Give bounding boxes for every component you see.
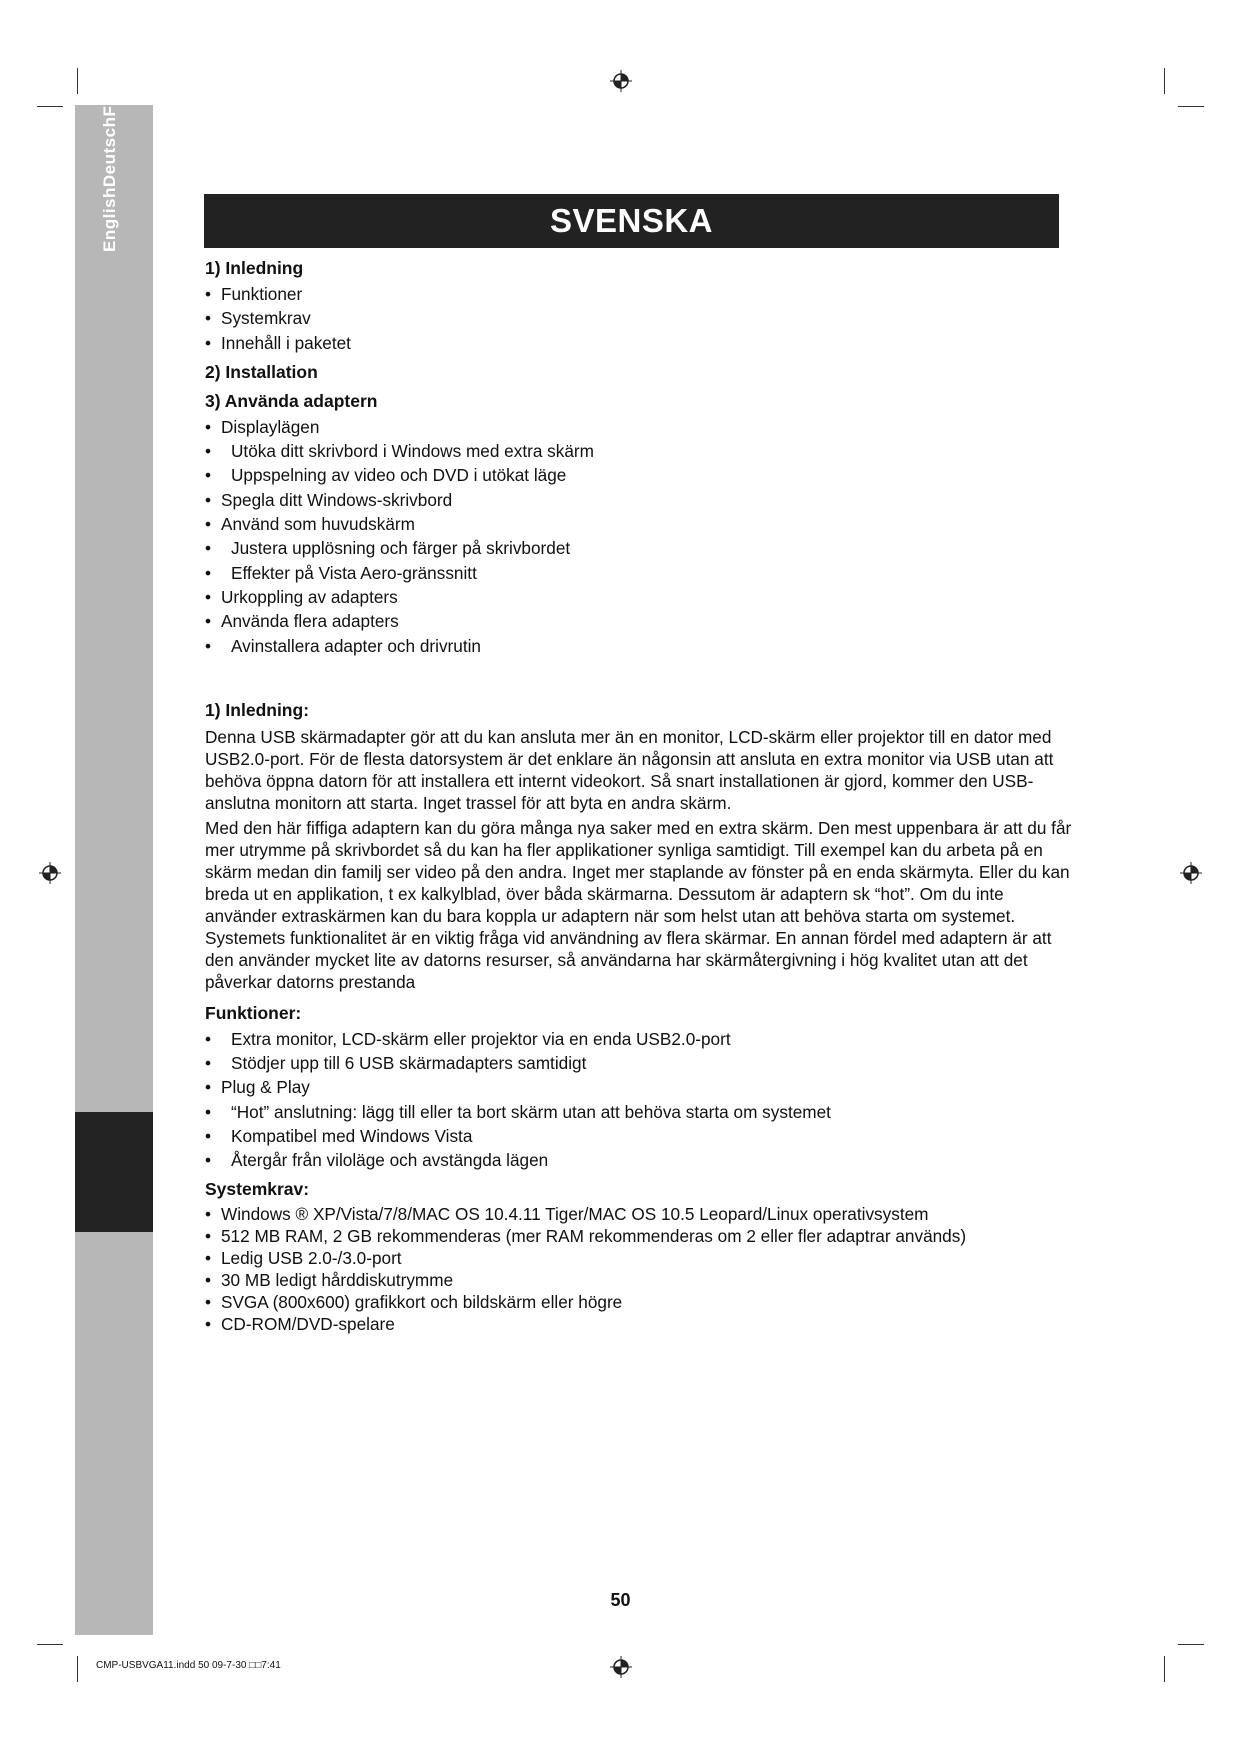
- crop-mark: [1164, 1656, 1165, 1682]
- sysreq-item: • Windows ® XP/Vista/7/8/MAC OS 10.4.11 Tiger/MAC OS 10.5 Leopard/Linux operativsystem: [205, 1203, 1075, 1225]
- crop-mark: [37, 106, 63, 107]
- toc-item: • Urkoppling av adapters: [205, 585, 1075, 609]
- intro-paragraph: Denna USB skärmadapter gör att du kan ansluta mer än en monitor, LCD-skärm eller projektor till en dator med USB2.0-port. För de flesta datorsystem är det enklare än någonsin att ansluta en extra monitor via USB utan att behöva öppna datorn för att installera ett internt videokort. Så snart installationen är gjord, kommer den USB-anslutna monitorn att starta. Inget trassel för att byta en andra skärm.: [205, 726, 1054, 813]
- toc-item: • Innehåll i paketet: [205, 331, 1075, 355]
- toc-heading: 2) Installation: [205, 361, 318, 382]
- feature-item: • Plug & Play: [205, 1075, 1075, 1099]
- toc-list: [205, 282, 1075, 355]
- features-heading: Funktioner:: [205, 1002, 302, 1023]
- toc-heading: 3) Använda adaptern: [205, 390, 378, 411]
- page-title: SVENSKA: [549, 202, 714, 239]
- toc-item: • Avinstallera adapter och drivrutin: [205, 634, 1075, 658]
- feature-item: • “Hot” anslutning: lägg till eller ta bort skärm utan att behöva starta om systemet: [205, 1100, 1075, 1124]
- sysreq-section: [205, 1177, 1075, 1335]
- crop-mark: [77, 68, 78, 94]
- toc-item: • Spegla ditt Windows-skrivbord: [205, 488, 1075, 512]
- toc-item: • Justera upplösning och färger på skrivbordet: [205, 536, 1075, 560]
- toc-item: • Systemkrav: [205, 306, 1075, 330]
- print-footer: CMP-USBVGA11.indd 50 09-7-30 □□7:41: [96, 1660, 281, 1671]
- intro-paragraph: Systemets funktionalitet är en viktig fråga vid användning av flera skärmar. En annan fördel med adaptern är att den använder mycket lite av datorns resurser, så användarna har skärmåtergivning i hög kvalitet utan att det påverkar datorns prestanda: [205, 927, 1052, 992]
- toc-list: [205, 415, 1075, 658]
- intro-section: [205, 698, 1075, 993]
- crop-mark: [1178, 1644, 1204, 1645]
- toc-item: • Uppspelning av video och DVD i utökat läge: [205, 463, 1075, 487]
- features-list: [205, 1027, 1075, 1173]
- crop-mark: [77, 1656, 78, 1682]
- toc-item: • Funktioner: [205, 282, 1075, 306]
- toc-heading: 1) Inledning: [205, 258, 304, 278]
- sysreq-item: • Ledig USB 2.0-/3.0-port: [205, 1247, 1075, 1269]
- sysreq-item: • SVGA (800x600) grafikkort och bildskärm eller högre: [205, 1291, 1075, 1313]
- feature-item: • Extra monitor, LCD-skärm eller projektor via en enda USB2.0-port: [205, 1027, 1075, 1051]
- crop-mark: [1164, 68, 1165, 94]
- registration-mark-icon: [610, 1656, 632, 1678]
- intro-paragraph: Med den här fiffiga adaptern kan du göra många nya saker med en extra skärm. Den mest uppenbara är att du får mer utrymme på skrivbordet så du kan ha fler applikationer synliga samtidigt. Till exempel kan du arbeta på en skärm medan din familj ser video på den andra. Inget mer staplande av fönster på en enda skärmyta. Eller du kan breda ut en applikation, t ex kalkylblad, över båda skärmarna. Dessutom är adaptern sk “hot”. Om du inte använder extraskärmen kan du bara koppla ur adaptern när som helst utan att behöva starta om systemet.: [205, 817, 1072, 926]
- toc-item: • Använd som huvudskärm: [205, 512, 1075, 536]
- toc-item: • Effekter på Vista Aero-gränssnitt: [205, 561, 1075, 585]
- feature-item: • Återgår från viloläge och avstängda lägen: [205, 1148, 1075, 1172]
- registration-mark-icon: [39, 862, 61, 884]
- table-of-contents: [205, 256, 1075, 658]
- crop-mark: [37, 1644, 63, 1645]
- language-tab-label: EnglishDeutschF: [100, 105, 119, 252]
- registration-mark-icon: [1180, 862, 1202, 884]
- title-banner: [204, 194, 1059, 248]
- features-section: [205, 1001, 1075, 1173]
- sysreq-item: • 512 MB RAM, 2 GB rekommenderas (mer RAM rekommenderas om 2 eller fler adaptrar används): [205, 1225, 1075, 1247]
- feature-item: • Stödjer upp till 6 USB skärmadapters samtidigt: [205, 1051, 1075, 1075]
- sysreq-item: • CD-ROM/DVD-spelare: [205, 1313, 1075, 1335]
- sysreq-item: • 30 MB ledigt hårddiskutrymme: [205, 1269, 1075, 1291]
- crop-mark: [1178, 106, 1204, 107]
- language-sidebar: [75, 105, 153, 1635]
- sysreq-list: [205, 1203, 1075, 1335]
- feature-item: • Kompatibel med Windows Vista: [205, 1124, 1075, 1148]
- registration-mark-icon: [610, 70, 632, 92]
- toc-item: • Använda flera adapters: [205, 609, 1075, 633]
- toc-item: • Displaylägen: [205, 415, 1075, 439]
- intro-heading: 1) Inledning:: [205, 699, 310, 720]
- active-language-marker: [75, 1112, 153, 1232]
- content: [205, 256, 1075, 1335]
- sysreq-heading: Systemkrav:: [205, 1178, 310, 1199]
- page-number: 50: [610, 1590, 631, 1610]
- toc-item: • Utöka ditt skrivbord i Windows med extra skärm: [205, 439, 1075, 463]
